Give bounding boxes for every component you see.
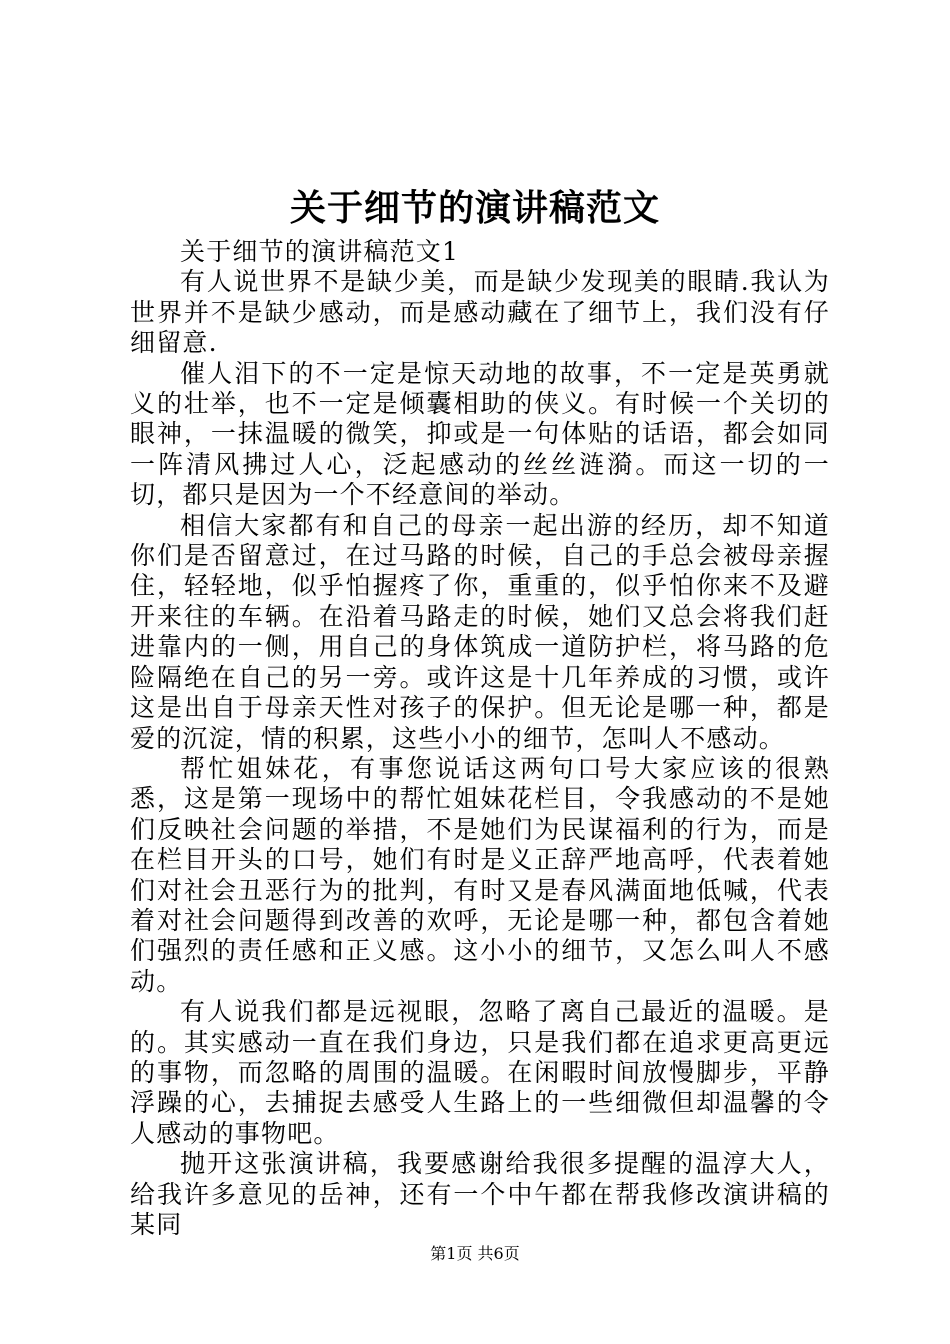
paragraph: 催人泪下的不一定是惊天动地的故事，不一定是英勇就义的壮举，也不一定是倾囊相助的侠义。有时候一个关切的眼神，一抹温暖的微笑，抑或是一句体贴的话语，都会如同一阵清风拂过人心，泛起感动的丝丝涟漪。而这一切的一切，都只是因为一个不经意间的举动。 (130, 358, 830, 510)
paragraph: 有人说我们都是远视眼，忽略了离自己最近的温暖。是的。其实感动一直在我们身边，只是我们都在追求更高更远的事物，而忽略的周围的温暖。在闲暇时间放慢脚步，平静浮躁的心，去捕捉去感受人生路上的一些细微但却温馨的令人感动的事物吧。 (130, 997, 830, 1148)
section-heading: 关于细节的演讲稿范文1 (180, 237, 460, 266)
paragraph: 抛开这张演讲稿，我要感谢给我很多提醒的温淳大人，给我许多意见的岳神，还有一个中午都在帮我修改演讲稿的某同 (130, 1149, 830, 1239)
document-body (130, 237, 830, 1240)
paragraph: 帮忙姐妹花，有事您说话这两句口号大家应该的很熟悉，这是第一现场中的帮忙姐妹花栏目，令我感动的不是她们反映社会问题的举措，不是她们为民谋福利的行为，而是在栏目开头的口号，她们有时是义正辞严地高呼，代表着她们对社会丑恶行为的批判，有时又是春风满面地低喊，代表着对社会问题得到改善的欢呼，无论是哪一种，都包含着她们强烈的责任感和正义感。这小小的细节，又怎么叫人不感动。 (130, 753, 830, 996)
page-footer: 第1页 共6页 (430, 1244, 520, 1263)
document-title: 关于细节的演讲稿范文 (289, 187, 660, 229)
paragraph: 相信大家都有和自己的母亲一起出游的经历，却不知道你们是否留意过，在过马路的时候，自己的手总会被母亲握住，轻轻地，似乎怕握疼了你，重重的，似乎怕你来不及避开来往的车辆。在沿着马路走的时候，她们又总会将我们赶进靠内的一侧，用自己的身体筑成一道防护栏，将马路的危险隔绝在自己的另一旁。或许这是十几年养成的习惯，或许这是出自于母亲天性对孩子的保护。但无论是哪一种，都是爱的沉淀，情的积累，这些小小的细节，怎叫人不感动。 (130, 510, 830, 753)
paragraph: 有人说世界不是缺少美，而是缺少发现美的眼睛.我认为世界并不是缺少感动，而是感动藏在了细节上，我们没有仔细留意. (130, 267, 830, 358)
